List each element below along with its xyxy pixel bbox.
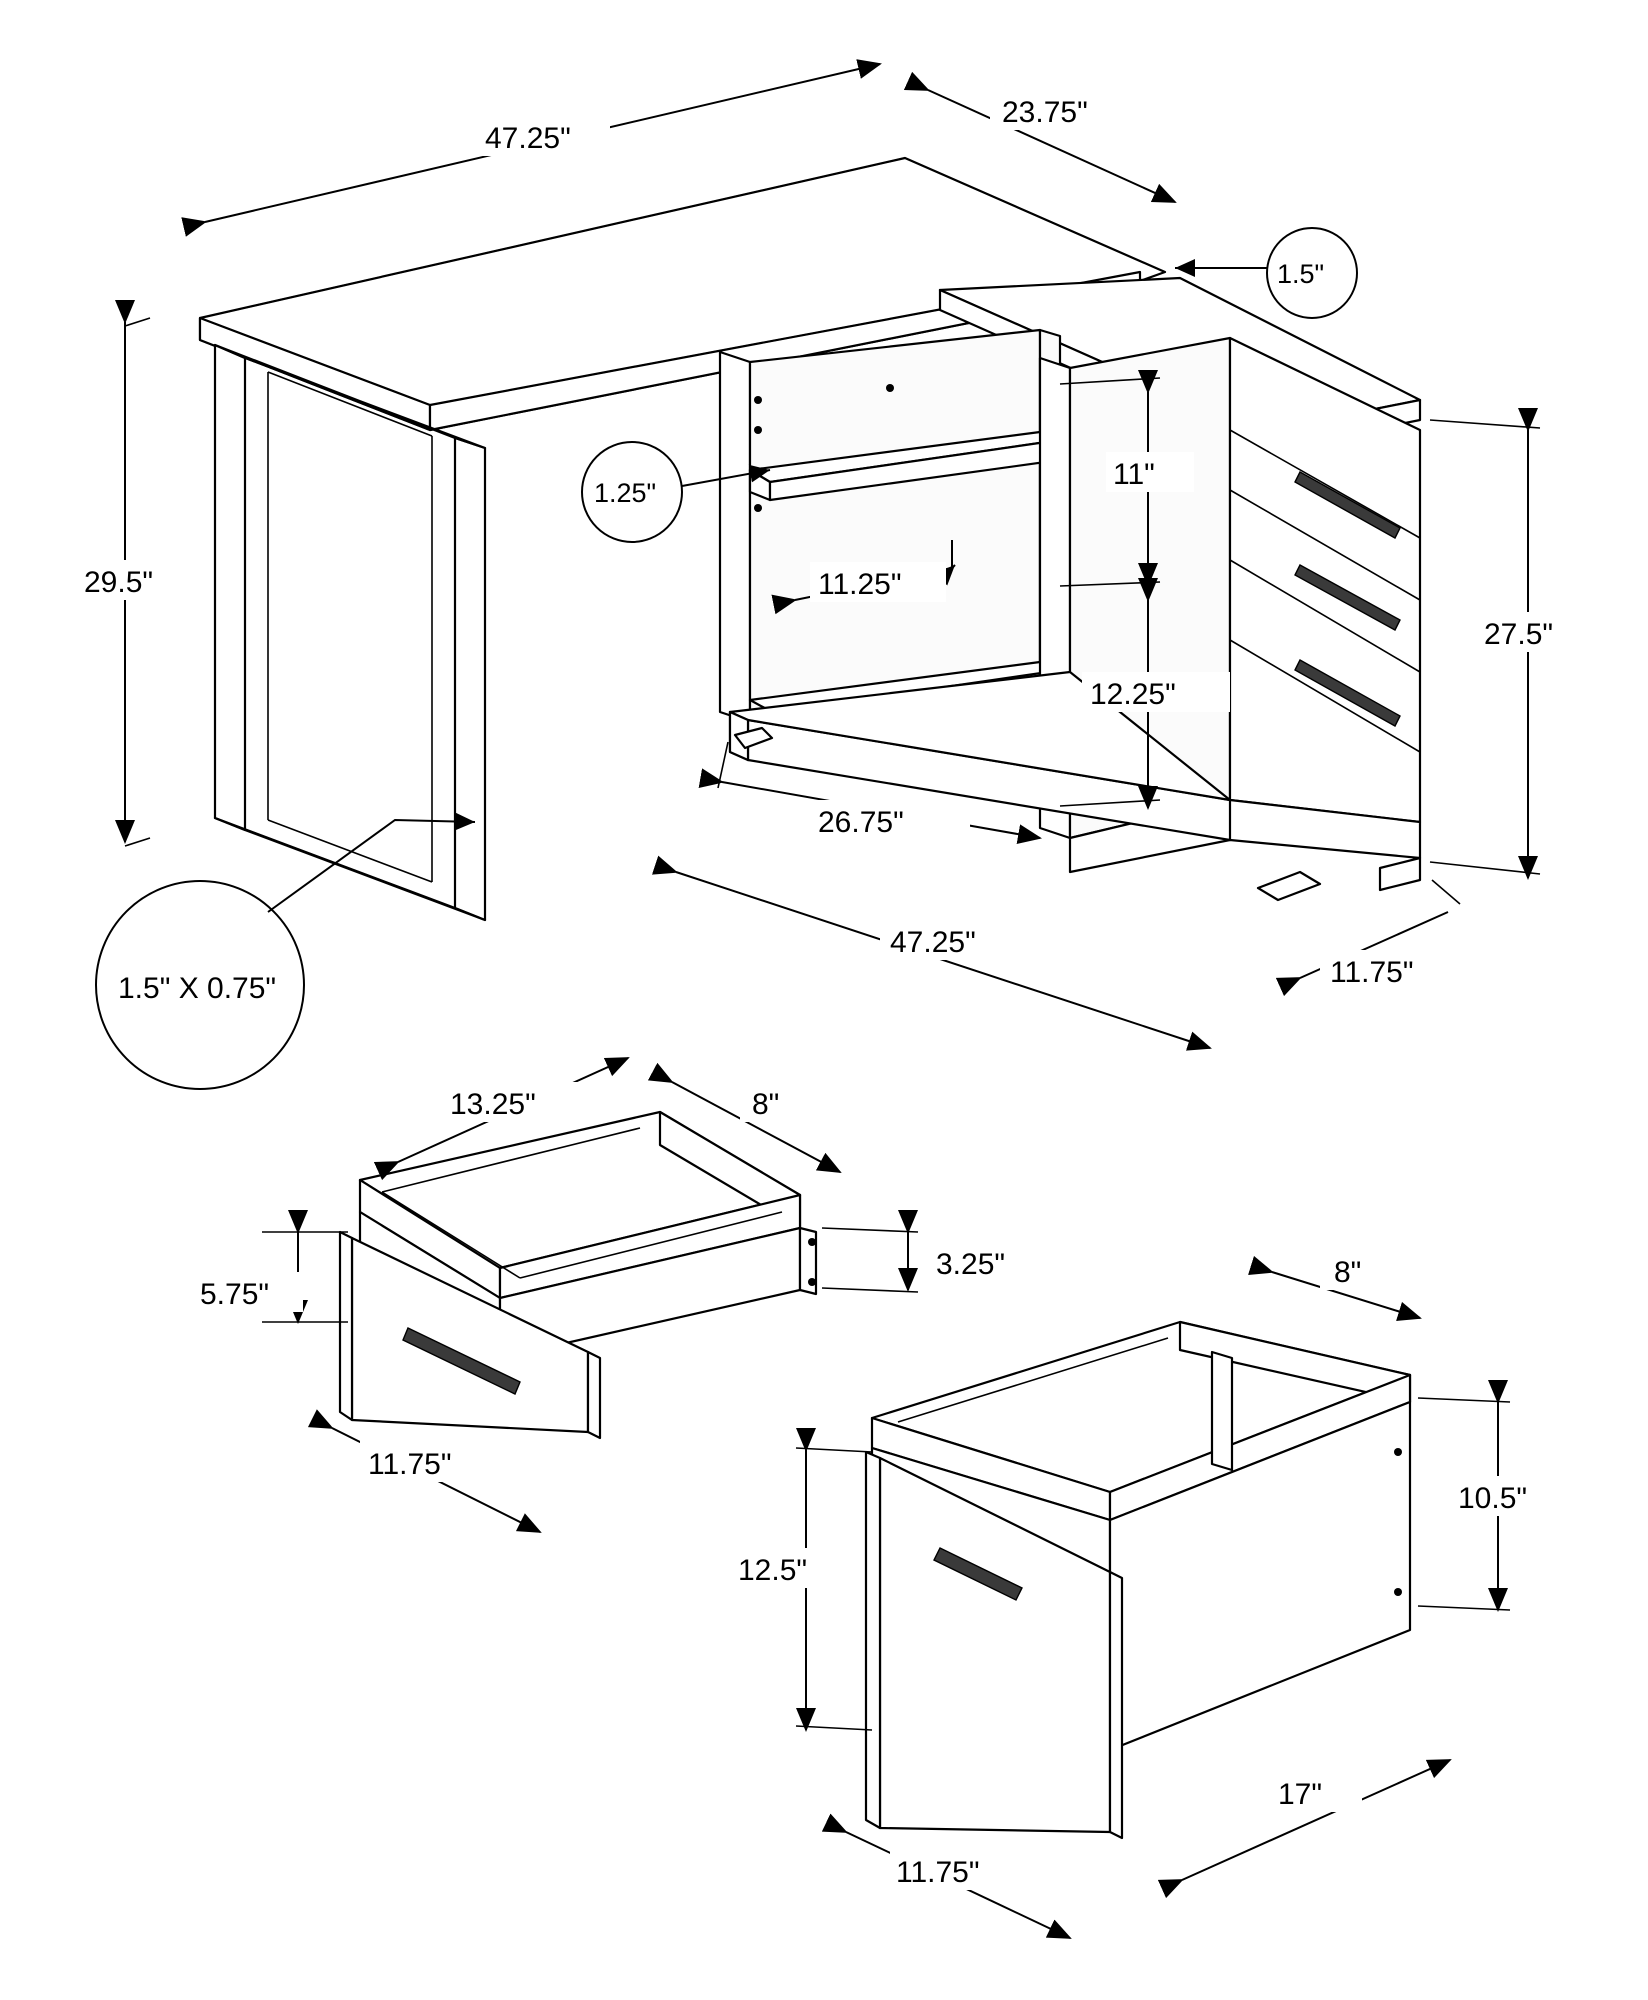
dim-pedestal-depth-label: 11.75"	[1330, 956, 1414, 989]
callout-top-thickness-label: 1.5"	[1277, 259, 1325, 289]
dim-file-drawer-width-label: 17"	[1278, 1778, 1323, 1811]
dim-file-drawer-face-width	[846, 1832, 1070, 1938]
center-divider-panel	[750, 330, 1040, 722]
dim-shelf-width-label: 11.25"	[818, 568, 902, 601]
dim-pedestal-height-label: 27.5"	[1484, 618, 1554, 651]
file-drawer-face-right-edge	[1110, 1572, 1122, 1838]
dim-pedestal-height	[1430, 420, 1598, 878]
dim-top-width-label: 47.25"	[485, 122, 571, 155]
callout-leg-profile	[96, 820, 475, 1089]
center-divider-edge	[720, 352, 750, 722]
dim-top-depth-label: 23.75"	[1002, 96, 1088, 129]
dim-lower-span-label: 26.75"	[818, 806, 904, 839]
callout-leg-profile-label: 1.5" X 0.75"	[118, 972, 277, 1005]
dim-small-drawer-box-height	[822, 1228, 1052, 1292]
dim-file-drawer-face-height-label: 12.5"	[738, 1554, 808, 1587]
leg-inner-line-5	[268, 820, 432, 882]
dim-file-drawer-box-height	[1418, 1398, 1580, 1610]
dim-small-drawer-face-width	[332, 1428, 540, 1532]
leg-rear-vertical	[215, 345, 245, 830]
file-drawer-hole-2	[1394, 1588, 1402, 1596]
pedestal-foot-right	[1380, 858, 1420, 890]
dim-small-drawer-depth-label: 8"	[752, 1088, 780, 1121]
shelf-peg-hole-1	[754, 396, 762, 404]
dim-file-drawer-box-height-label: 10.5"	[1458, 1482, 1528, 1515]
dim-lower-compartment-label: 12.25"	[1090, 678, 1176, 711]
small-drawer-face-edge	[340, 1232, 352, 1420]
file-drawer-hanging-rail	[1212, 1352, 1232, 1470]
desk-assembly-drawing	[78, 64, 1598, 1089]
dim-overall-height-label: 29.5"	[84, 566, 154, 599]
pedestal-foot-front	[1258, 872, 1320, 900]
small-drawer-hole-2	[808, 1278, 816, 1286]
shelf-peg-hole-4	[754, 504, 762, 512]
dim-overall-width	[676, 872, 1210, 1048]
leg-front-vertical	[455, 438, 485, 920]
dim-small-drawer-face-height-label: 5.75"	[200, 1278, 270, 1311]
dim-overall-width-label: 47.25"	[890, 926, 976, 959]
file-drawer-drawing	[732, 1250, 1580, 1938]
small-drawer-face-right-edge	[588, 1352, 600, 1438]
file-drawer-face-edge	[866, 1452, 880, 1828]
dim-upper-compartment-label: 11"	[1113, 458, 1155, 491]
file-drawer-hole-1	[1394, 1448, 1402, 1456]
dim-file-drawer-face-width-label: 11.75"	[896, 1856, 980, 1889]
dim-small-drawer-box-height-label: 3.25"	[936, 1248, 1006, 1281]
dim-file-drawer-face-height	[732, 1448, 872, 1730]
shelf-peg-hole-5	[886, 384, 894, 392]
dim-file-drawer-depth-label: 8"	[1334, 1256, 1362, 1289]
dim-small-drawer-width-label: 13.25"	[450, 1088, 536, 1121]
dim-file-drawer-width	[1182, 1760, 1450, 1880]
dim-small-drawer-face-height	[195, 1232, 348, 1322]
dim-small-drawer-face-width-label: 11.75"	[368, 1448, 452, 1481]
dim-pedestal-depth	[1300, 880, 1480, 990]
small-drawer-hole-1	[808, 1238, 816, 1246]
callout-panel-thickness-label: 1.25"	[594, 478, 657, 508]
dim-file-drawer-depth	[1272, 1250, 1420, 1318]
shelf-peg-hole-2	[754, 426, 762, 434]
dim-overall-height	[78, 318, 190, 846]
